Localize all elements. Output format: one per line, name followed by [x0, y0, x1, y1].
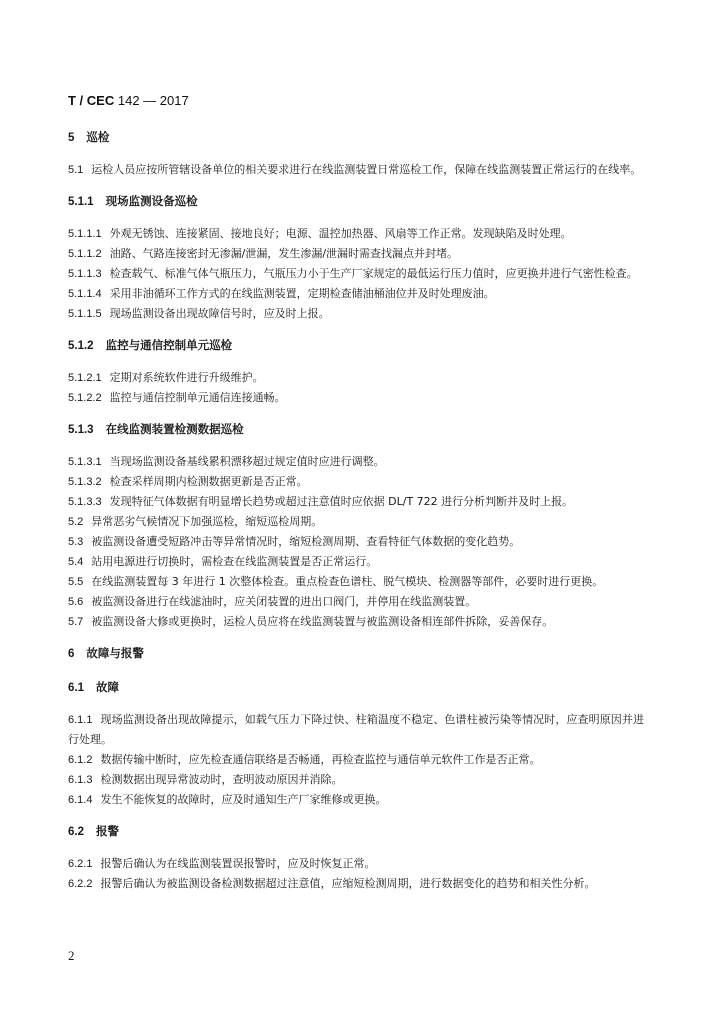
clause: 5.1.2.2 监控与通信控制单元通信连接通畅。	[68, 391, 286, 404]
standard-code: T / CEC	[68, 93, 115, 108]
subsection-heading: 5.1.3 在线监测装置检测数据巡检	[68, 422, 244, 436]
section-heading: 5 巡检	[68, 130, 110, 144]
clause: 6.2.1 报警后确认为在线监测装置误报警时，应及时恢复正常。	[68, 857, 376, 870]
standard-header	[68, 93, 189, 108]
clause: 5.7 被监测设备大修或更换时，运检人员应将在线监测装置与被监测设备相连部件拆除，妥善保存。	[68, 615, 554, 628]
clause: 5.1.1.5 现场监测设备出现故障信号时，应及时上报。	[68, 307, 330, 320]
clause: 6.2.2 报警后确认为被监测设备检测数据超过注意值，应缩短检测周期，进行数据变化的趋势和相关性分析。	[68, 877, 596, 890]
clause: 6.1.4 发生不能恢复的故障时，应及时通知生产厂家维修或更换。	[68, 793, 387, 806]
subsection-heading: 5.1.1 现场监测设备巡检	[68, 194, 198, 208]
clause: 5.3 被监测设备遭受短路冲击等异常情况时，缩短检测周期、查看特征气体数据的变化趋势。	[68, 535, 521, 548]
clause: 5.4 站用电源进行切换时，需检查在线监测装置是否正常运行。	[68, 555, 378, 568]
clause: 6.1.3 检测数据出现异常波动时，查明波动原因并消除。	[68, 773, 343, 786]
clause: 5.1 运检人员应按所管辖设备单位的相关要求进行在线监测装置日常巡检工作，保障在线监测装置正常运行的在线率。	[68, 163, 642, 176]
subsection-heading: 6.2 报警	[68, 824, 120, 838]
clause: 5.1.1.1 外观无锈蚀、连接紧固、接地良好；电源、温控加热器、风扇等工作正常。发现缺陷及时处理。	[68, 227, 572, 240]
clause: 6.1.1 现场监测设备出现故障提示，如载气压力下降过快、柱箱温度不稳定、色谱柱被污染等情况时，应查明原因并进行处理。	[68, 713, 644, 746]
clause: 5.1.1.4 采用非油循环工作方式的在线监测装置，定期检查储油桶油位并及时处理废油。	[68, 287, 495, 300]
clause: 5.1.3.3 发现特征气体数据有明显增长趋势或超过注意值时应依据 DL/T 722 进行分析判断并及时上报。	[68, 495, 574, 508]
clause: 5.1.1.2 油路、气路连接密封无渗漏/泄漏，发生渗漏/泄漏时需查找漏点并封堵。	[68, 247, 459, 260]
clause: 5.6 被监测设备进行在线滤油时，应关闭装置的进出口阀门，并停用在线监测装置。	[68, 595, 477, 608]
subsection-heading: 5.1.2 监控与通信控制单元巡检	[68, 338, 233, 352]
subsection-heading: 6.1 故障	[68, 680, 120, 694]
clause: 5.2 异常恶劣气候情况下加强巡检，缩短巡检周期。	[68, 515, 323, 528]
clause: 6.1.2 数据传输中断时，应先检查通信联络是否畅通，再检查监控与通信单元软件工作是否正常。	[68, 753, 541, 766]
section-heading: 6 故障与报警	[68, 646, 144, 660]
clause: 5.1.2.1 定期对系统软件进行升级维护。	[68, 371, 264, 384]
clause: 5.1.1.3 检查载气、标准气体气瓶压力，气瓶压力小于生产厂家规定的最低运行压力值时，应更换并进行气密性检查。	[68, 267, 638, 280]
page-number: 2	[68, 948, 75, 963]
clause: 5.1.3.1 当现场监测设备基线累积漂移超过规定值时应进行调整。	[68, 455, 385, 468]
clause: 5.5 在线监测装置每 3 年进行 1 次整体检查。重点检查色谱柱、脱气模块、检测器等部件，必要时进行更换。	[68, 575, 604, 588]
standard-number: 142 — 2017	[117, 93, 189, 108]
document-body	[68, 130, 644, 894]
clause: 5.1.3.2 检查采样周期内检测数据更新是否正常。	[68, 475, 308, 488]
